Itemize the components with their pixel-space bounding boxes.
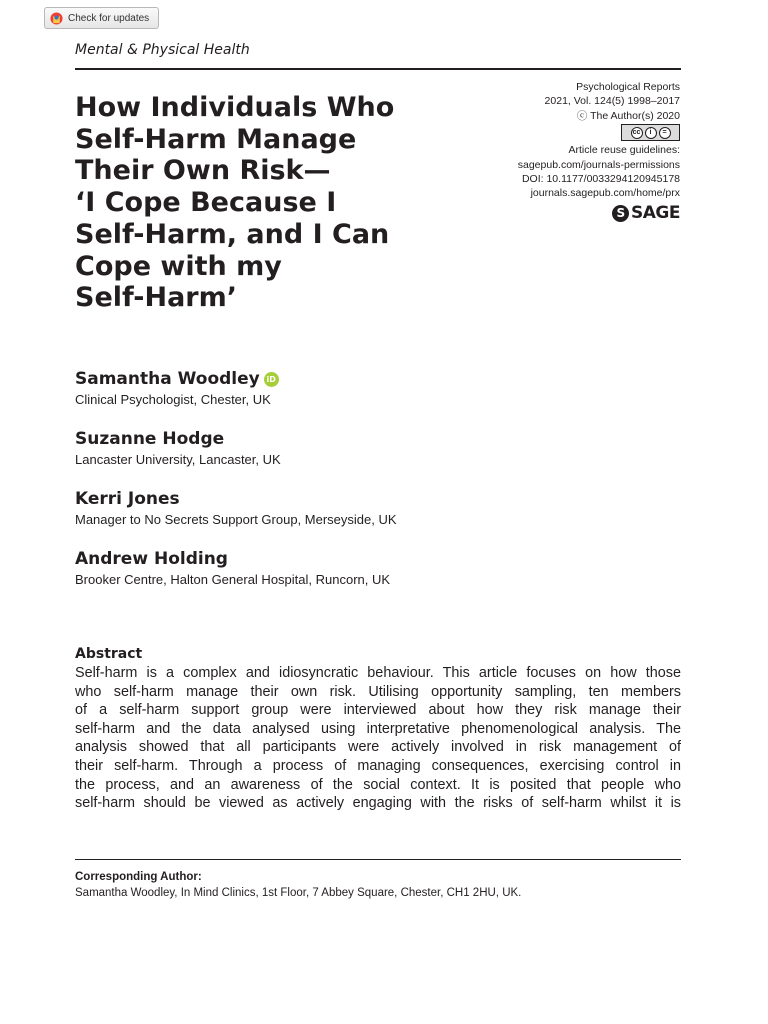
author-name: Andrew Holding — [75, 549, 228, 569]
author-affiliation: Lancaster University, Lancaster, UK — [75, 452, 281, 467]
author-affiliation: Manager to No Secrets Support Group, Merseyside, UK — [75, 512, 397, 527]
sage-s-icon: S — [612, 205, 629, 222]
title-line: Their Own Risk— — [75, 155, 331, 187]
journal-name: Psychological Reports — [576, 81, 680, 93]
abstract-heading: Abstract — [75, 646, 143, 662]
publication-metadata — [460, 80, 680, 222]
publisher-name: SAGE — [631, 203, 680, 224]
sage-logo — [612, 205, 680, 222]
check-for-updates-button[interactable] — [44, 7, 159, 29]
crossmark-icon — [50, 12, 63, 25]
journal-url-link[interactable]: journals.sagepub.com/home/prx — [530, 187, 680, 200]
author-name: Samantha Woodley — [75, 369, 260, 389]
header-divider — [75, 68, 681, 70]
title-line: How Individuals Who — [75, 92, 395, 123]
abstract-line: self-harm and the data analysed using interpretative phenomenological analysis. The — [75, 720, 681, 737]
volume-info: 2021, Vol. 124(5) 1998–2017 — [544, 95, 680, 108]
corresponding-author — [75, 870, 681, 901]
corresponding-author-heading: Corresponding Author: — [75, 871, 202, 883]
abstract-body — [75, 664, 681, 813]
author-entry — [75, 367, 397, 427]
author-entry — [75, 487, 397, 547]
title-line: Self-Harm Manage — [75, 123, 357, 155]
author-entry — [75, 547, 397, 607]
footnote-divider — [75, 859, 681, 860]
author-affiliation: Clinical Psychologist, Chester, UK — [75, 392, 271, 407]
abstract-line: of a self-harm support group were interviewed about how they risk manage their — [75, 702, 681, 719]
doi[interactable]: DOI: 10.1177/0033294120945178 — [521, 173, 680, 186]
corresponding-author-address: Samantha Woodley, In Mind Clinics, 1st Floor, 7 Abbey Square, Chester, CH1 2HU, UK. — [75, 887, 522, 899]
title-line: Self-Harm, and I Can — [75, 218, 390, 250]
title-line: ‘I Cope Because I — [75, 187, 337, 219]
reuse-guidelines-link[interactable]: sagepub.com/journals-permissions — [517, 158, 680, 171]
author-entry — [75, 427, 397, 487]
orcid-icon[interactable]: iD — [264, 372, 279, 387]
abstract-line: their self-harm. Through a process of managing consequences, exercising control in — [75, 757, 681, 774]
abstract-line: the process, and an awareness of the social context. It is posited that people who — [75, 776, 681, 793]
check-for-updates-label: Check for updates — [68, 12, 150, 24]
cc-by-nd-license-icon[interactable]: cc i = — [621, 124, 680, 141]
abstract-section — [75, 645, 681, 813]
title-line: Self-Harm’ — [75, 282, 238, 314]
reuse-guidelines-label: Article reuse guidelines: — [568, 144, 680, 157]
abstract-line: analysis showed that all participants were actively involved in risk management of — [75, 739, 681, 756]
abstract-line: Self-harm is a complex and idiosyncratic behaviour. This article focuses on how those — [75, 665, 681, 681]
article-title — [75, 92, 475, 314]
journal-section-label: Mental & Physical Health — [75, 42, 250, 58]
copyright-line: ⓒ The Author(s) 2020 — [576, 109, 680, 122]
author-name: Suzanne Hodge — [75, 429, 225, 449]
author-name: Kerri Jones — [75, 489, 180, 509]
author-list — [75, 367, 397, 607]
abstract-line: who self-harm manage their own risk. Utilising opportunity sampling, ten members — [75, 683, 681, 700]
title-line: Cope with my — [75, 250, 282, 282]
author-affiliation: Brooker Centre, Halton General Hospital, Runcorn, UK — [75, 572, 391, 587]
abstract-line: self-harm should be viewed as actively engaging with the risks of self-harm whilst it is — [75, 795, 681, 812]
